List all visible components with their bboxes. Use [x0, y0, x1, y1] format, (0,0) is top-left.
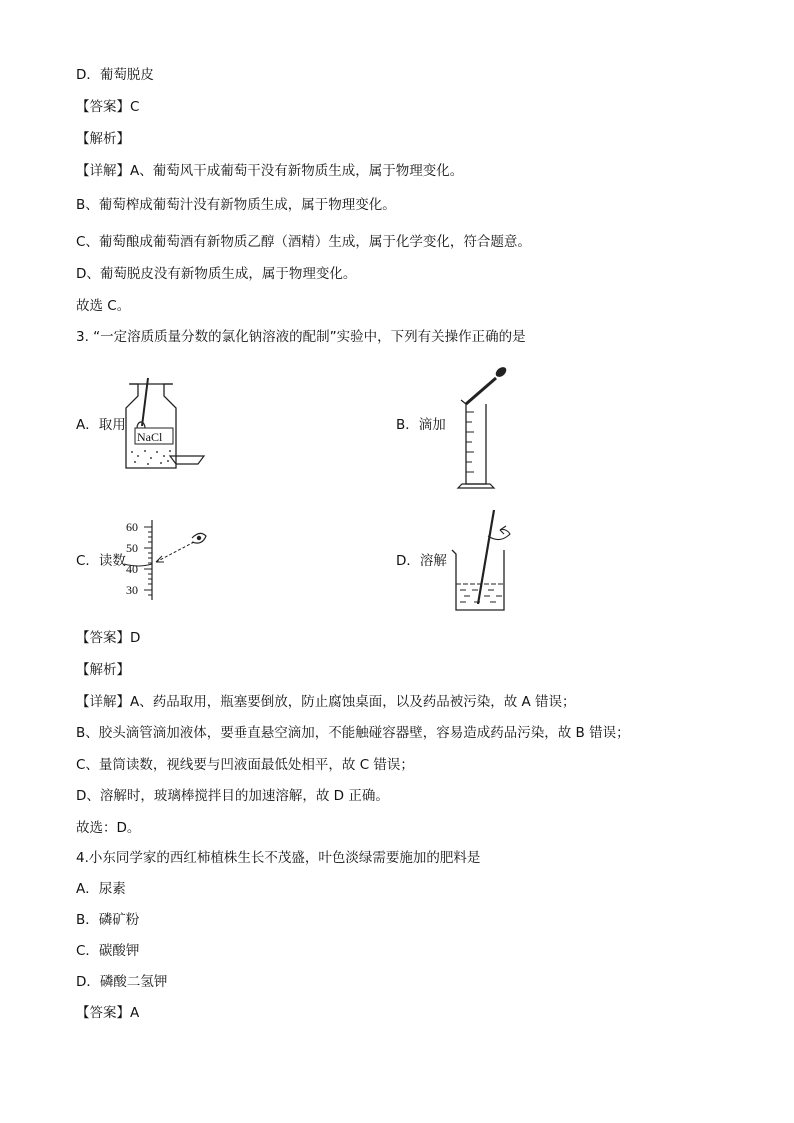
q4-answer: 【答案】A [76, 1005, 140, 1021]
tick-label-50: 50 [126, 541, 138, 555]
q3-answer: 【答案】D [76, 630, 141, 646]
cylinder-reading-figure [122, 518, 218, 602]
q4-option-c: C．碳酸钾 [76, 943, 140, 959]
q4-stem: 4.小东同学家的西红柿植株生长不茂盛，叶色淡绿需要施加的肥料是 [76, 850, 481, 866]
q4-option-a: A．尿素 [76, 881, 126, 897]
q3-stem: 3. “一定溶质质量分数的氯化钠溶液的配制”实验中，下列有关操作正确的是 [76, 329, 526, 345]
q2-detail-c: C、葡萄酿成葡萄酒有新物质乙醇（酒精）生成，属于化学变化，符合题意。 [76, 234, 531, 250]
q3-choose: 故选：D。 [76, 820, 141, 836]
q3-option-a-label: A．取用 [76, 417, 126, 433]
bottle-label-text: NaCl [137, 430, 163, 444]
q2-analysis-heading: 【解析】 [76, 131, 130, 147]
q4-option-d: D．磷酸二氢钾 [76, 974, 168, 990]
q2-answer: 【答案】C [76, 99, 140, 115]
q3-detail-b: B、胶头滴管滴加液体，要垂直悬空滴加，不能触碰容器壁，容易造成药品污染，故 B 错误； [76, 725, 630, 741]
beaker-stirring-figure [448, 506, 518, 614]
reagent-bottle-figure [118, 376, 210, 471]
q3-detail-c: C、量筒读数，视线要与凹液面最低处相平，故 C 错误； [76, 757, 414, 773]
tick-label-60: 60 [126, 520, 138, 534]
q3-detail-a: 【详解】A、药品取用，瓶塞要倒放，防止腐蚀桌面，以及药品被污染，故 A 错误； [76, 694, 576, 710]
q3-detail-d: D、溶解时，玻璃棒搅拌目的加速溶解，故 D 正确。 [76, 788, 389, 804]
tick-label-30: 30 [126, 583, 138, 597]
eye-icon [192, 533, 206, 543]
q2-choose: 故选 C。 [76, 298, 131, 314]
q3-option-c-label: C．读数 [76, 553, 126, 569]
q2-detail-b: B、葡萄榨成葡萄汁没有新物质生成，属于物理变化。 [76, 197, 396, 213]
q3-option-b-label: B．滴加 [396, 417, 446, 433]
q2-detail-a: 【详解】A、葡萄风干成葡萄干没有新物质生成，属于物理变化。 [76, 163, 464, 179]
graduated-cylinder-dropper-figure [452, 362, 514, 492]
q3-analysis-heading: 【解析】 [76, 662, 130, 678]
q3-option-d-label: D．溶解 [396, 553, 447, 569]
q2-option-d: D．葡萄脱皮 [76, 67, 154, 83]
tick-label-40: 40 [126, 562, 138, 576]
q4-option-b: B．磷矿粉 [76, 912, 140, 928]
q2-detail-d: D、葡萄脱皮没有新物质生成，属于物理变化。 [76, 266, 357, 282]
